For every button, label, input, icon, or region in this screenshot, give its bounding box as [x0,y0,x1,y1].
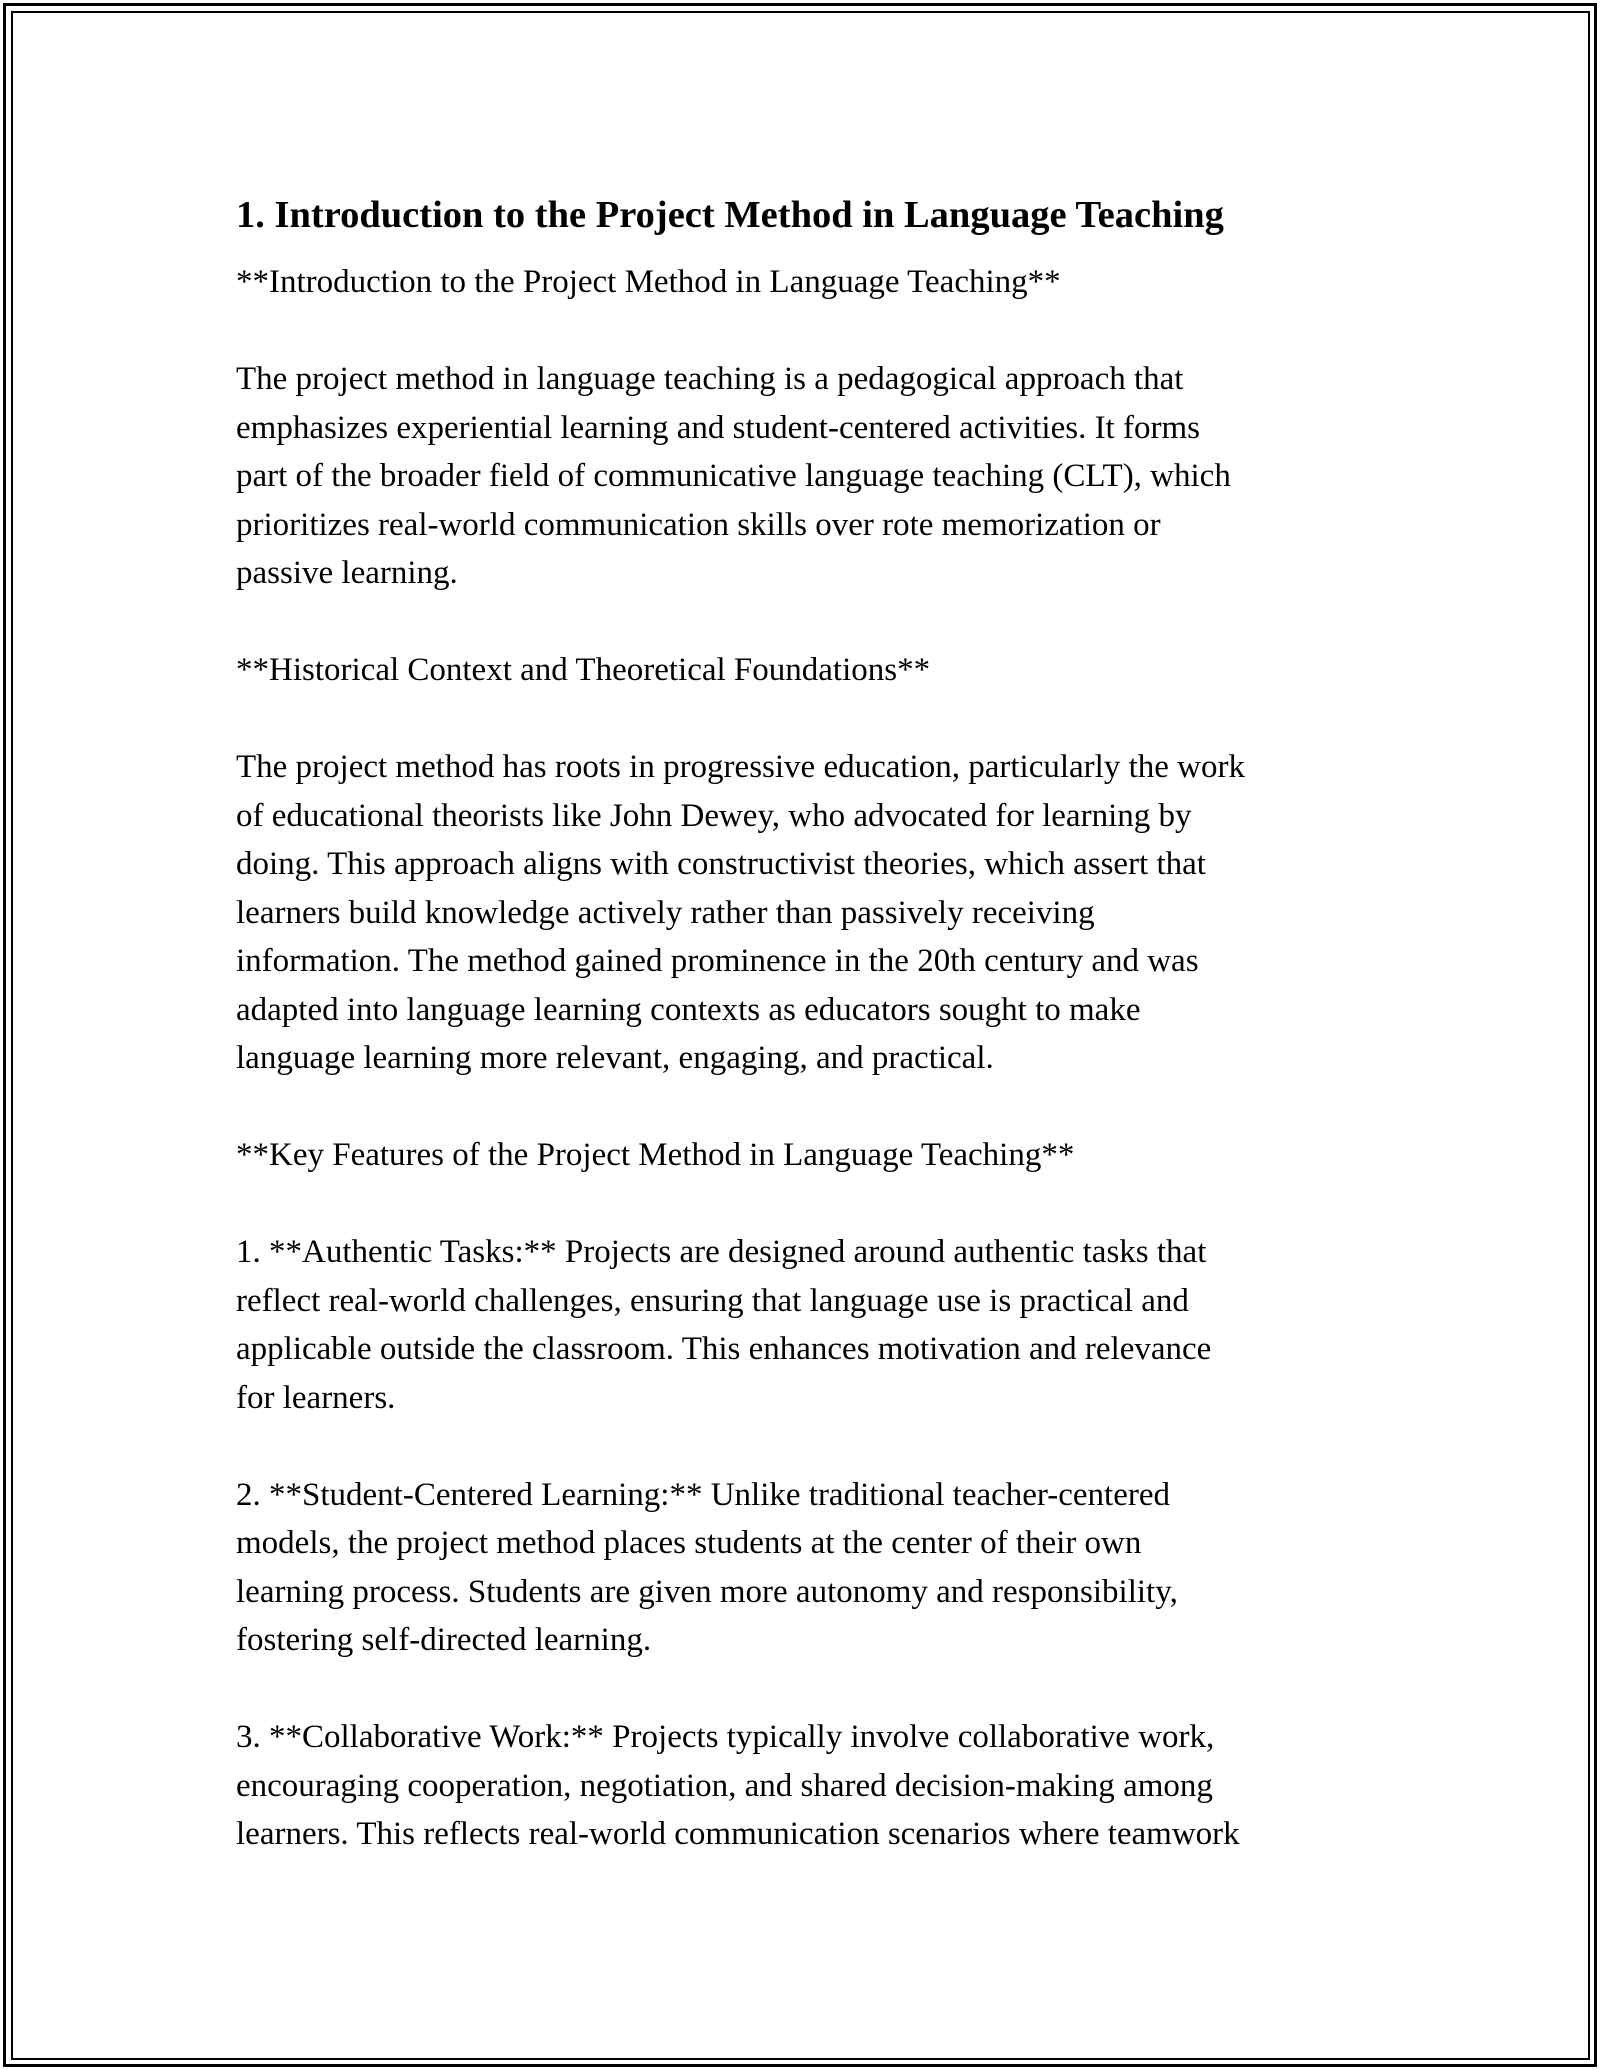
text-line: 1. **Authentic Tasks:** Projects are designed around authentic tasks that [236,1234,1207,1270]
text-line: part of the broader field of communicative language teaching (CLT), which [236,458,1231,494]
text-line: 3. **Collaborative Work:** Projects typically involve collaborative work, [236,1719,1215,1755]
text-line: information. The method gained prominence in the 20th century and was [236,943,1199,979]
text-line: The project method in language teaching is a pedagogical approach that [236,361,1184,397]
text-line: **Historical Context and Theoretical Foundations** [236,652,931,688]
document-body [236,188,1376,1907]
text-line: for learners. [236,1379,396,1416]
paragraph [236,355,1376,598]
text-line: 2. **Student-Centered Learning:** Unlike traditional teacher-centered [236,1476,1170,1513]
text-line: passive learning. [236,555,458,591]
text-line: emphasizes experiential learning and student-centered activities. It forms [236,409,1200,446]
paragraph [236,743,1376,1083]
paragraph [236,1131,1376,1180]
text-line: models, the project method places students at the center of their own [236,1525,1142,1561]
text-line: adapted into language learning contexts as educators sought to make [236,991,1141,1028]
paragraph [236,1228,1376,1422]
text-line: doing. This approach aligns with constructivist theories, which assert that [236,846,1206,882]
text-line: learning process. Students are given more autonomy and responsibility, [236,1573,1178,1610]
paragraph [236,1713,1376,1859]
text-line: learners build knowledge actively rather than passively receiving [236,894,1095,931]
text-line: prioritizes real-world communication skills over rote memorization or [236,506,1161,543]
paragraph-list [236,258,1376,1859]
document-title: 1. Introduction to the Project Method in Language Teaching [236,194,1224,236]
text-line: The project method has roots in progressive education, particularly the work [236,749,1245,785]
text-line: learners. This reflects real-world communication scenarios where teamwork [236,1816,1240,1852]
text-line: applicable outside the classroom. This enhances motivation and relevance [236,1331,1212,1367]
text-line: language learning more relevant, engaging, and practical. [236,1040,994,1076]
text-line: **Key Features of the Project Method in Language Teaching** [236,1137,1075,1173]
text-line: reflect real-world challenges, ensuring that language use is practical and [236,1282,1189,1319]
paragraph [236,258,1376,307]
paragraph [236,1471,1376,1665]
text-line: fostering self-directed learning. [236,1622,652,1658]
text-line: encouraging cooperation, negotiation, and shared decision-making among [236,1767,1213,1804]
text-line: **Introduction to the Project Method in Language Teaching** [236,264,1061,300]
text-line: of educational theorists like John Dewey, who advocated for learning by [236,797,1192,834]
paragraph [236,646,1376,695]
